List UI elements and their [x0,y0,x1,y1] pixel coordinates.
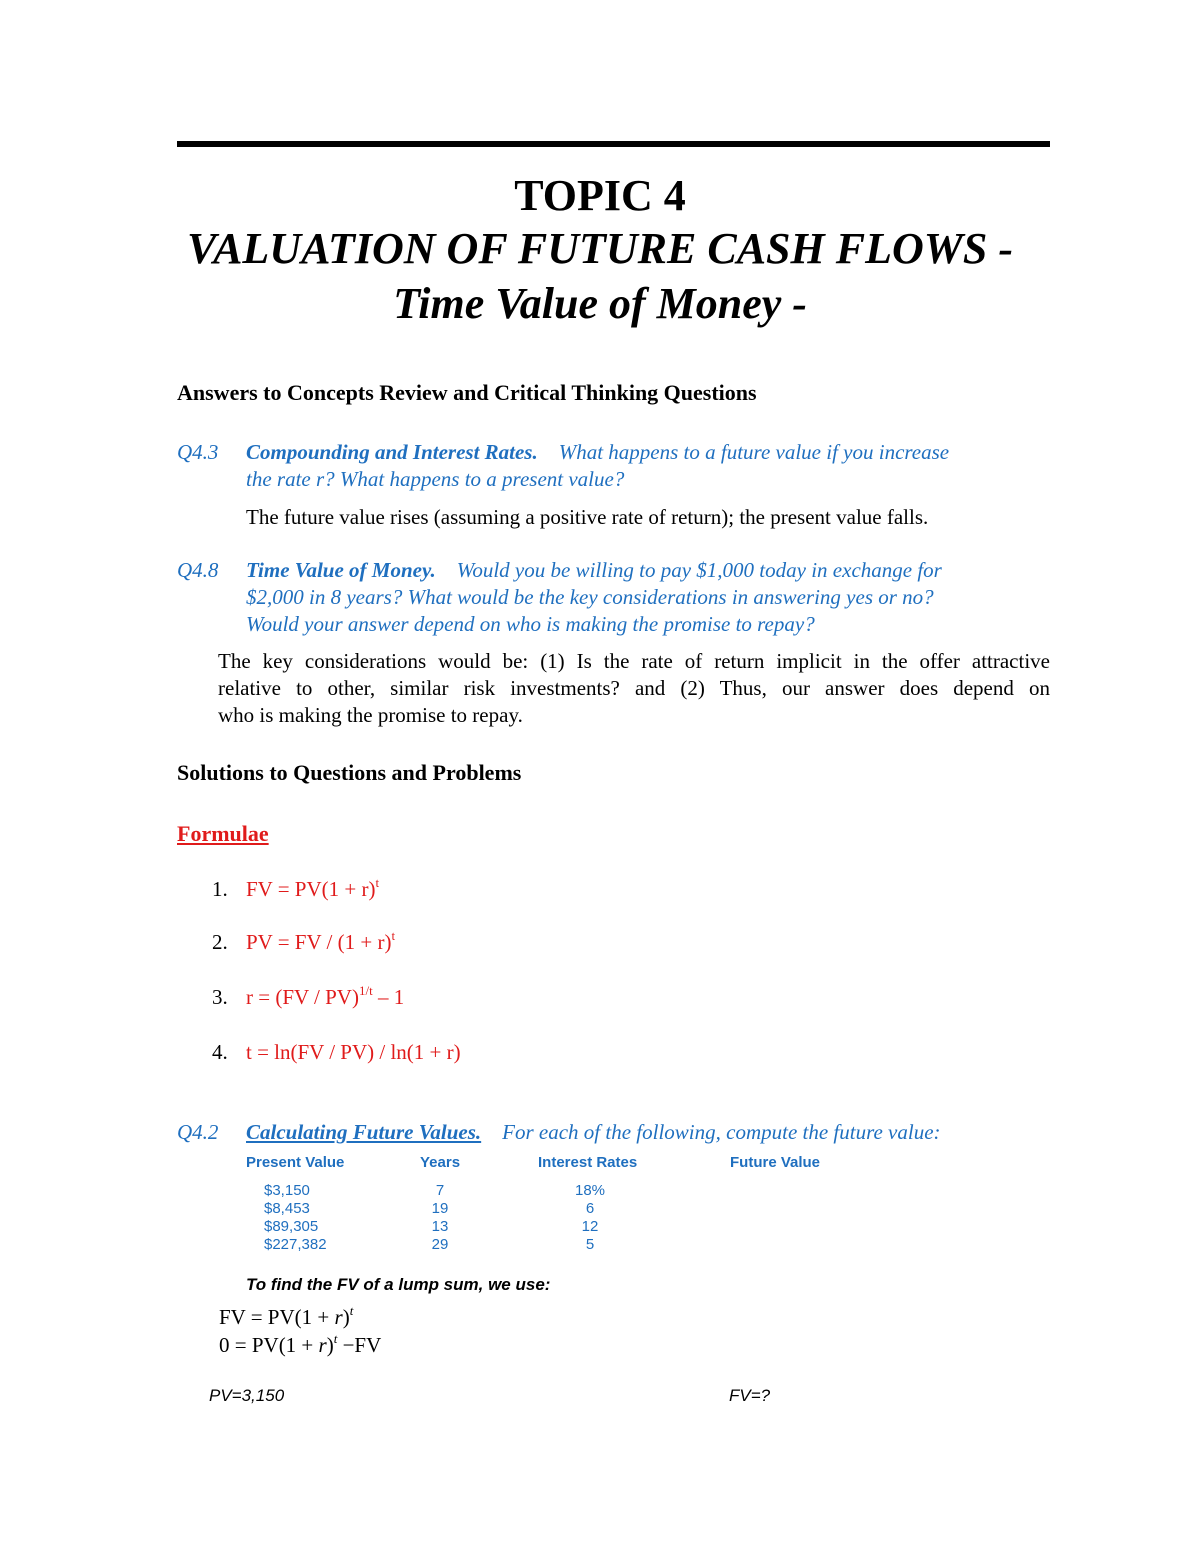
table-header: Future Value [730,1154,821,1171]
question-title: Calculating Future Values. [246,1120,482,1144]
answer-text [218,648,1050,729]
question-title: Compounding and Interest Rates. [246,440,538,464]
table-cell-rate: 6 [585,1200,595,1217]
formula-number: 2. [212,930,228,954]
question-text [246,1119,1066,1146]
formula-number: 4. [212,1040,228,1064]
question-line: For each of the following, compute the future value: [502,1120,941,1144]
question-line: Would your answer depend on who is making the promise to repay? [246,612,815,636]
page-subtitle: VALUATION OF FUTURE CASH FLOWS - [187,224,1013,273]
equation-2: $0 = PV(1 + r)^t -FV$ [219,1331,382,1357]
question-title: Time Value of Money. [246,558,436,582]
formula-2: PV = FV / $(1 + r)^t$ [246,928,396,954]
table-cell-pv: $227,382 [264,1236,327,1253]
table-cell [264,1182,327,1254]
answer-line: relative to other, similar risk investments? and (2) Thus, our answer does depend on [218,676,1050,700]
table-cell-pv: $8,453 [264,1200,310,1217]
question-text [246,439,1046,493]
page-title: TOPIC 4 [514,171,686,220]
table-cell [410,1182,470,1254]
pv-label: PV=3,150 [209,1386,285,1405]
question-line: $2,000 in 8 years? What would be the key considerations in answering yes or no? [246,585,934,609]
table-header: Interest Rates [538,1154,638,1171]
top-rule [177,141,1050,147]
lump-sum-note: To find the FV of a lump sum, we use: [246,1275,551,1294]
formula-3: r = (FV / PV)$^{1/t}$ – 1 [246,983,405,1009]
question-number: Q4.2 [177,1120,219,1144]
section-heading-concepts: Answers to Concepts Review and Critical Thinking Questions [177,380,757,405]
question-line: the rate r? What happens to a present value? [246,467,625,491]
question-number: Q4.8 [177,558,219,582]
formula-4: t = ln(FV / PV) / ln(1 + r) [246,1040,461,1064]
formula-number: 3. [212,985,228,1009]
answer-text: The future value rises (assuming a positive rate of return); the present value falls. [246,505,929,529]
table-cell-pv: $3,150 [264,1182,310,1199]
table-cell-years: 19 [431,1200,449,1217]
question-number: Q4.3 [177,440,219,464]
section-heading-solutions: Solutions to Questions and Problems [177,760,522,785]
formula-1: FV = $PV(1 + r)^t$ [246,875,380,901]
table-cell-years: 7 [435,1182,445,1199]
table-cell-pv: $89,305 [264,1218,319,1235]
answer-line: The key considerations would be: (1) Is the rate of return implicit in the offer attractive [218,649,1050,673]
equation-1: FV = $PV(1 + r)^t$ [219,1303,354,1329]
question-line: Would you be willing to pay $1,000 today in exchange for [456,558,942,582]
formula-number: 1. [212,877,228,901]
answer-line: who is making the promise to repay. [218,703,523,727]
table-cell-rate: 12 [581,1218,599,1235]
formulae-heading: Formulae [177,821,269,846]
fv-label: FV=? [729,1386,771,1405]
table-cell-years: 13 [431,1218,449,1235]
question-line: What happens to a future value if you increase [558,440,950,464]
table-cell-rate: 18% [574,1182,606,1199]
table-header: Years [420,1154,461,1171]
table-cell-years: 29 [431,1236,449,1253]
table-cell-rate: 5 [585,1236,595,1253]
question-text [246,557,1046,638]
table-header: Present Value [246,1154,345,1171]
page-subtitle-2: Time Value of Money - [393,279,807,328]
table-cell [560,1182,620,1254]
